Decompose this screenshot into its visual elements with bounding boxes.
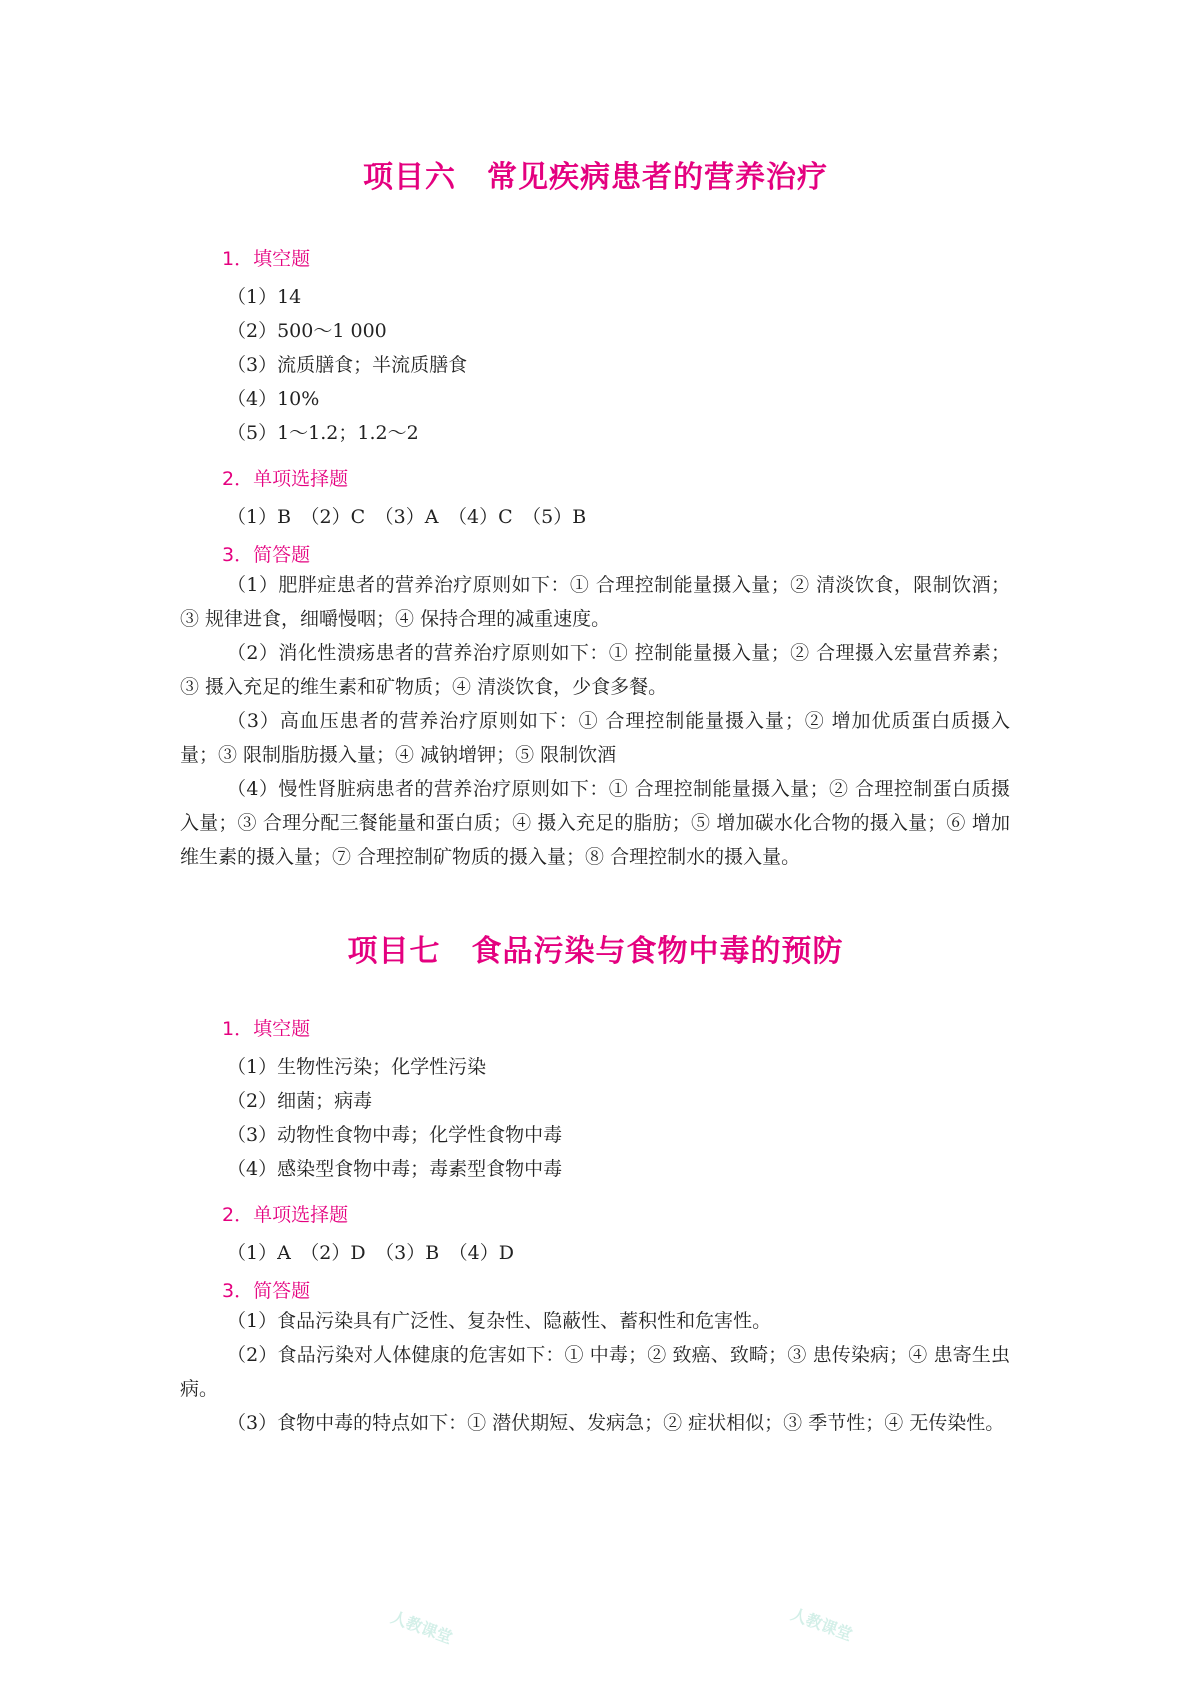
section-7-choice-heading: 2．单项选择题 [222,1204,349,1226]
section-6-fill-heading: 1．填空题 [222,248,311,270]
section-6-fill-answer: （4）10% [227,388,320,410]
section-7-short-heading: 3．简答题 [222,1280,311,1302]
section-6-short-answer: （2）消化性溃疡患者的营养治疗原则如下：① 控制能量摄入量；② 合理摄入宏量营养素；③ 摄入充足的维生素和矿物质；④ 清淡饮食，少食多餐。 [180,642,1010,698]
section-7-short-answer: （3）食物中毒的特点如下：① 潜伏期短、发病急；② 症状相似；③ 季节性；④ 无传染性。 [227,1412,1005,1434]
section-6-short-answer: （4）慢性肾脏病患者的营养治疗原则如下：① 合理控制能量摄入量；② 合理控制蛋白质摄入量；③ 合理分配三餐能量和蛋白质；④ 摄入充足的脂肪；⑤ 增加碳水化合物的摄入量；⑥ 增加维生素的摄入量；⑦ 合理控制矿物质的摄入量；⑧ 合理控制水的摄入量。 [180,778,1010,868]
section-6-fill-answer: （2）500～1 000 [227,320,387,342]
section-7-fill-answer: （4）感染型食物中毒；毒素型食物中毒 [227,1158,563,1180]
section-6-fill-answer: （3）流质膳食；半流质膳食 [227,354,468,376]
section-6-short-answer: （3）高血压患者的营养治疗原则如下：① 合理控制能量摄入量；② 增加优质蛋白质摄入量；③ 限制脂肪摄入量；④ 减钠增钾；⑤ 限制饮酒 [180,710,1010,766]
section-6-title: 项目六 常见疾病患者的营养治疗 [363,160,828,195]
watermark-logo: 人教课堂 [788,1604,855,1645]
section-7-title: 项目七 食品污染与食物中毒的预防 [347,934,844,969]
section-7-fill-answer: （2）细菌；病毒 [227,1090,373,1112]
section-6-short-heading: 3．简答题 [222,544,311,566]
section-7-short-answer: （1）食品污染具有广泛性、复杂性、隐蔽性、蓄积性和危害性。 [227,1310,772,1332]
section-7-fill-heading: 1．填空题 [222,1018,311,1040]
section-6-fill-answer: （1）14 [227,286,302,308]
watermark-logo: 人教课堂 [388,1607,455,1648]
section-7-fill-answer: （3）动物性食物中毒；化学性食物中毒 [227,1124,563,1146]
section-7-choice-answers: （1）A （2）D （3）B （4）D [227,1242,515,1264]
section-6-short-answer: （1）肥胖症患者的营养治疗原则如下：① 合理控制能量摄入量；② 清淡饮食，限制饮酒；③ 规律进食，细嚼慢咽；④ 保持合理的减重速度。 [180,574,1010,630]
section-6-choice-answers: （1）B （2）C （3）A （4）C （5）B [227,506,587,528]
section-6-choice-heading: 2．单项选择题 [222,468,349,490]
section-7-fill-answer: （1）生物性污染；化学性污染 [227,1056,487,1078]
section-6-fill-answer: （5）1～1.2；1.2～2 [227,422,419,444]
section-7-short-answer: （2）食品污染对人体健康的危害如下：① 中毒；② 致癌、致畸；③ 患传染病；④ 患寄生虫病。 [180,1344,1010,1400]
